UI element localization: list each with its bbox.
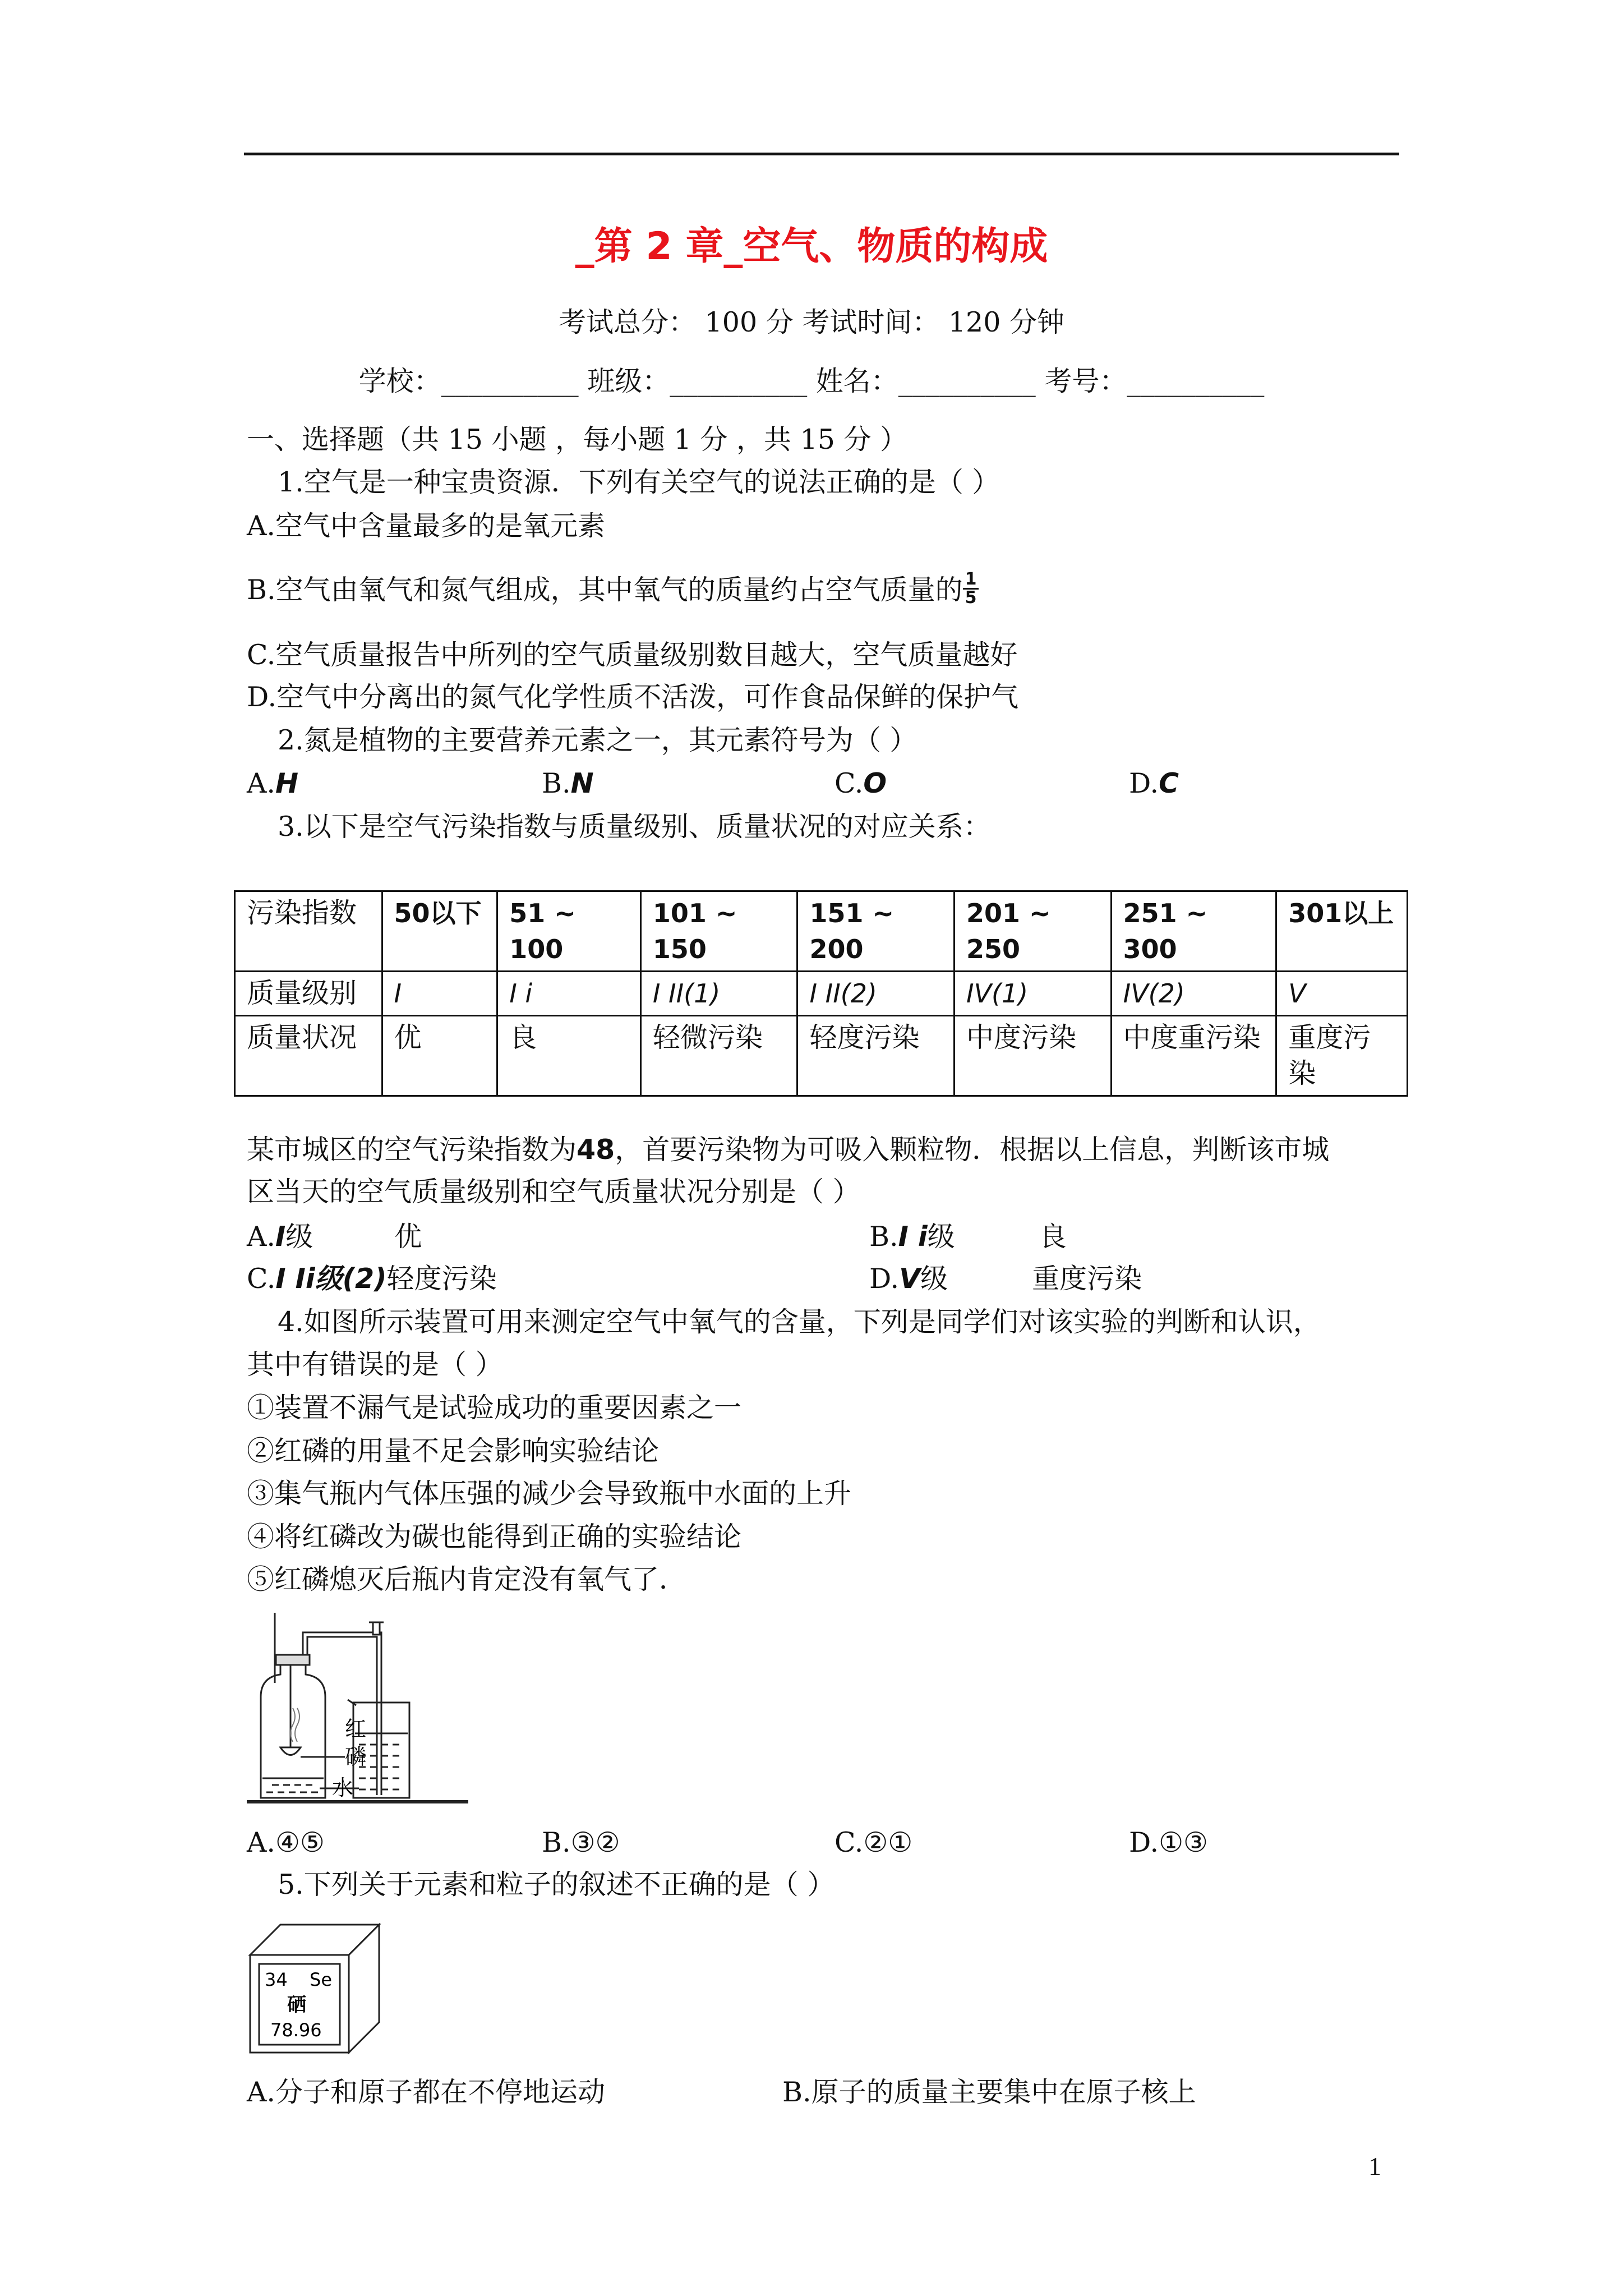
table-cell: V [1276, 972, 1408, 1016]
q1-stem: 1.空气是一种宝贵资源．下列有关空气的说法正确的是（ ） [278, 466, 1000, 498]
table-cell: 151 ~ 200 [797, 891, 955, 972]
q3-option-d [869, 1262, 1142, 1296]
q2-option-a-prefix: A. [247, 767, 275, 799]
q2-option-b [542, 767, 594, 800]
page-title: _第 2 章_空气、物质的构成 [575, 224, 1048, 269]
q4-stem-line2: 其中有错误的是（ ） [247, 1349, 503, 1381]
table-cell: I II(2) [797, 972, 955, 1016]
table-cell: 轻微污染 [640, 1016, 797, 1096]
q3-option-d-suffix: 级 [920, 1263, 948, 1295]
student-info-fields: 学校：__________ 班级：__________ 姓名：__________ 考号：__________ [358, 365, 1265, 397]
q3-option-a-level: I [275, 1221, 286, 1253]
table-header-cell: 质量状况 [235, 1016, 382, 1096]
q1-option-a: A.空气中含量最多的是氧元素 [247, 510, 605, 542]
pollution-index-table [234, 890, 1408, 1097]
table-cell: 50以下 [382, 891, 497, 972]
q2-option-b-prefix: B. [542, 767, 571, 799]
q4-stem-line1: 4.如图所示装置可用来测定空气中氧气的含量，下列是同学们对该实验的判断和认识， [278, 1306, 1321, 1338]
q2-option-a-symbol: H [275, 767, 298, 799]
q3-option-b-prefix: B. [869, 1221, 898, 1253]
q3-option-c-prefix: C. [247, 1263, 276, 1295]
fraction [963, 571, 979, 606]
table-cell: IV(1) [955, 972, 1112, 1016]
q3-text-line1 [247, 1133, 1329, 1167]
q2-option-c-prefix: C. [834, 767, 864, 799]
q4-statement-4: ④将红磷改为碳也能得到正确的实验结论 [247, 1521, 742, 1553]
selenium-element-card [247, 1921, 387, 2056]
table-cell: 良 [497, 1016, 641, 1096]
table-cell: 51 ~ 100 [497, 891, 641, 972]
q3-text-line1-post: ，首要污染物为可吸入颗粒物．根据以上信息，判断该市城 [615, 1134, 1330, 1166]
q3-option-b-suffix: 级 [927, 1221, 955, 1253]
atomic-mass: 78.96 [270, 2019, 322, 2041]
q3-index-value: 48 [577, 1134, 615, 1166]
q4-option-c: C.②① [834, 1826, 913, 1858]
q3-option-d-prefix: D. [869, 1263, 900, 1295]
q4-option-d: D.①③ [1129, 1826, 1208, 1858]
q4-statement-1: ①装置不漏气是试验成功的重要因素之一 [247, 1392, 742, 1424]
q2-option-d-symbol: C [1159, 767, 1179, 799]
q4-statement-3: ③集气瓶内气体压强的减少会导致瓶中水面的上升 [247, 1478, 852, 1510]
element-symbol: Se [310, 1969, 332, 1990]
q5-option-a: A.分子和原子都在不停地运动 [247, 2076, 605, 2108]
q2-option-d [1129, 767, 1179, 800]
table-header-cell: 污染指数 [235, 891, 382, 972]
q5-option-b: B.原子的质量主要集中在原子核上 [782, 2076, 1196, 2108]
q4-statement-2: ②红磷的用量不足会影响实验结论 [247, 1435, 660, 1467]
q3-text-line1-pre: 某市城区的空气污染指数为 [247, 1134, 577, 1166]
q2-option-d-prefix: D. [1129, 767, 1159, 799]
table-cell: 201 ~ 250 [955, 891, 1112, 972]
table-row [235, 1016, 1408, 1096]
q1-option-c: C.空气质量报告中所列的空气质量级别数目越大，空气质量越好 [247, 639, 1018, 671]
q3-text-line2: 区当天的空气质量级别和空气质量状况分别是（ ） [247, 1176, 860, 1208]
table-cell: 301以上 [1276, 891, 1408, 972]
q3-option-a-status: 优 [394, 1221, 422, 1253]
q4-statement-5: ⑤红磷熄灭后瓶内肯定没有氧气了． [247, 1563, 687, 1595]
table-cell: I [382, 972, 497, 1016]
label-water: 水 [332, 1775, 354, 1800]
table-cell: 251 ~ 300 [1111, 891, 1276, 972]
q3-option-a-suffix: 级 [285, 1221, 313, 1253]
atomic-number: 34 [265, 1969, 288, 1990]
table-cell: 轻度污染 [797, 1016, 955, 1096]
q3-option-c [247, 1262, 497, 1296]
element-name: 硒 [287, 1994, 306, 2016]
table-header-cell: 质量级别 [235, 972, 382, 1016]
table-row [235, 972, 1408, 1016]
q3-option-c-status: 轻度污染 [386, 1263, 497, 1295]
q2-option-c [834, 767, 887, 800]
header-rule [244, 153, 1399, 155]
q3-option-a [247, 1220, 422, 1254]
q4-option-a: A.④⑤ [247, 1826, 325, 1858]
q1-option-b [247, 569, 979, 610]
q3-option-d-level: V [899, 1263, 921, 1295]
q1-option-d: D.空气中分离出的氮气化学性质不活泼，可作食品保鲜的保护气 [247, 681, 1019, 713]
q3-option-c-level: I Ii级(2) [275, 1263, 387, 1295]
page-number: 1 [1368, 2152, 1381, 2180]
q3-stem: 3.以下是空气污染指数与质量级别、质量状况的对应关系： [278, 811, 991, 843]
section-heading: 一、选择题（共 15 小题 ，每小题 1 分 ，共 15 分 ） [247, 424, 908, 455]
q3-option-a-prefix: A. [247, 1221, 275, 1253]
table-row [235, 891, 1408, 972]
label-red: 红 [345, 1717, 367, 1741]
table-cell: 重度污染 [1276, 1016, 1408, 1096]
label-phosphorus: 磷 [345, 1745, 367, 1769]
table-cell: I i [497, 972, 641, 1016]
q2-stem: 2.氮是植物的主要营养元素之一，其元素符号为（ ） [278, 724, 917, 756]
table-cell: 优 [382, 1016, 497, 1096]
table-cell: 中度污染 [955, 1016, 1112, 1096]
q2-option-b-symbol: N [570, 767, 594, 799]
table-cell: I II(1) [640, 972, 797, 1016]
q3-option-d-status: 重度污染 [1032, 1263, 1142, 1295]
q4-option-b: B.③② [542, 1826, 620, 1858]
fraction-denominator: 5 [965, 588, 977, 608]
q1-option-b-text: B.空气由氧气和氮气组成，其中氧气的质量约占空气质量的 [247, 574, 963, 606]
fraction-numerator: 1 [963, 571, 979, 590]
oxygen-apparatus-figure [247, 1610, 471, 1815]
q3-option-b [869, 1220, 1067, 1254]
table-cell: 101 ~ 150 [640, 891, 797, 972]
table-cell: 中度重污染 [1111, 1016, 1276, 1096]
q3-option-b-status: 良 [1039, 1221, 1067, 1253]
q2-option-c-symbol: O [863, 767, 887, 799]
q3-option-b-level: I i [898, 1221, 928, 1253]
q5-stem: 5.下列关于元素和粒子的叙述不正确的是（ ） [278, 1869, 835, 1901]
q2-option-a [247, 767, 298, 800]
table-cell: IV(2) [1111, 972, 1276, 1016]
exam-info: 考试总分： 100 分 考试时间： 120 分钟 [559, 306, 1064, 338]
